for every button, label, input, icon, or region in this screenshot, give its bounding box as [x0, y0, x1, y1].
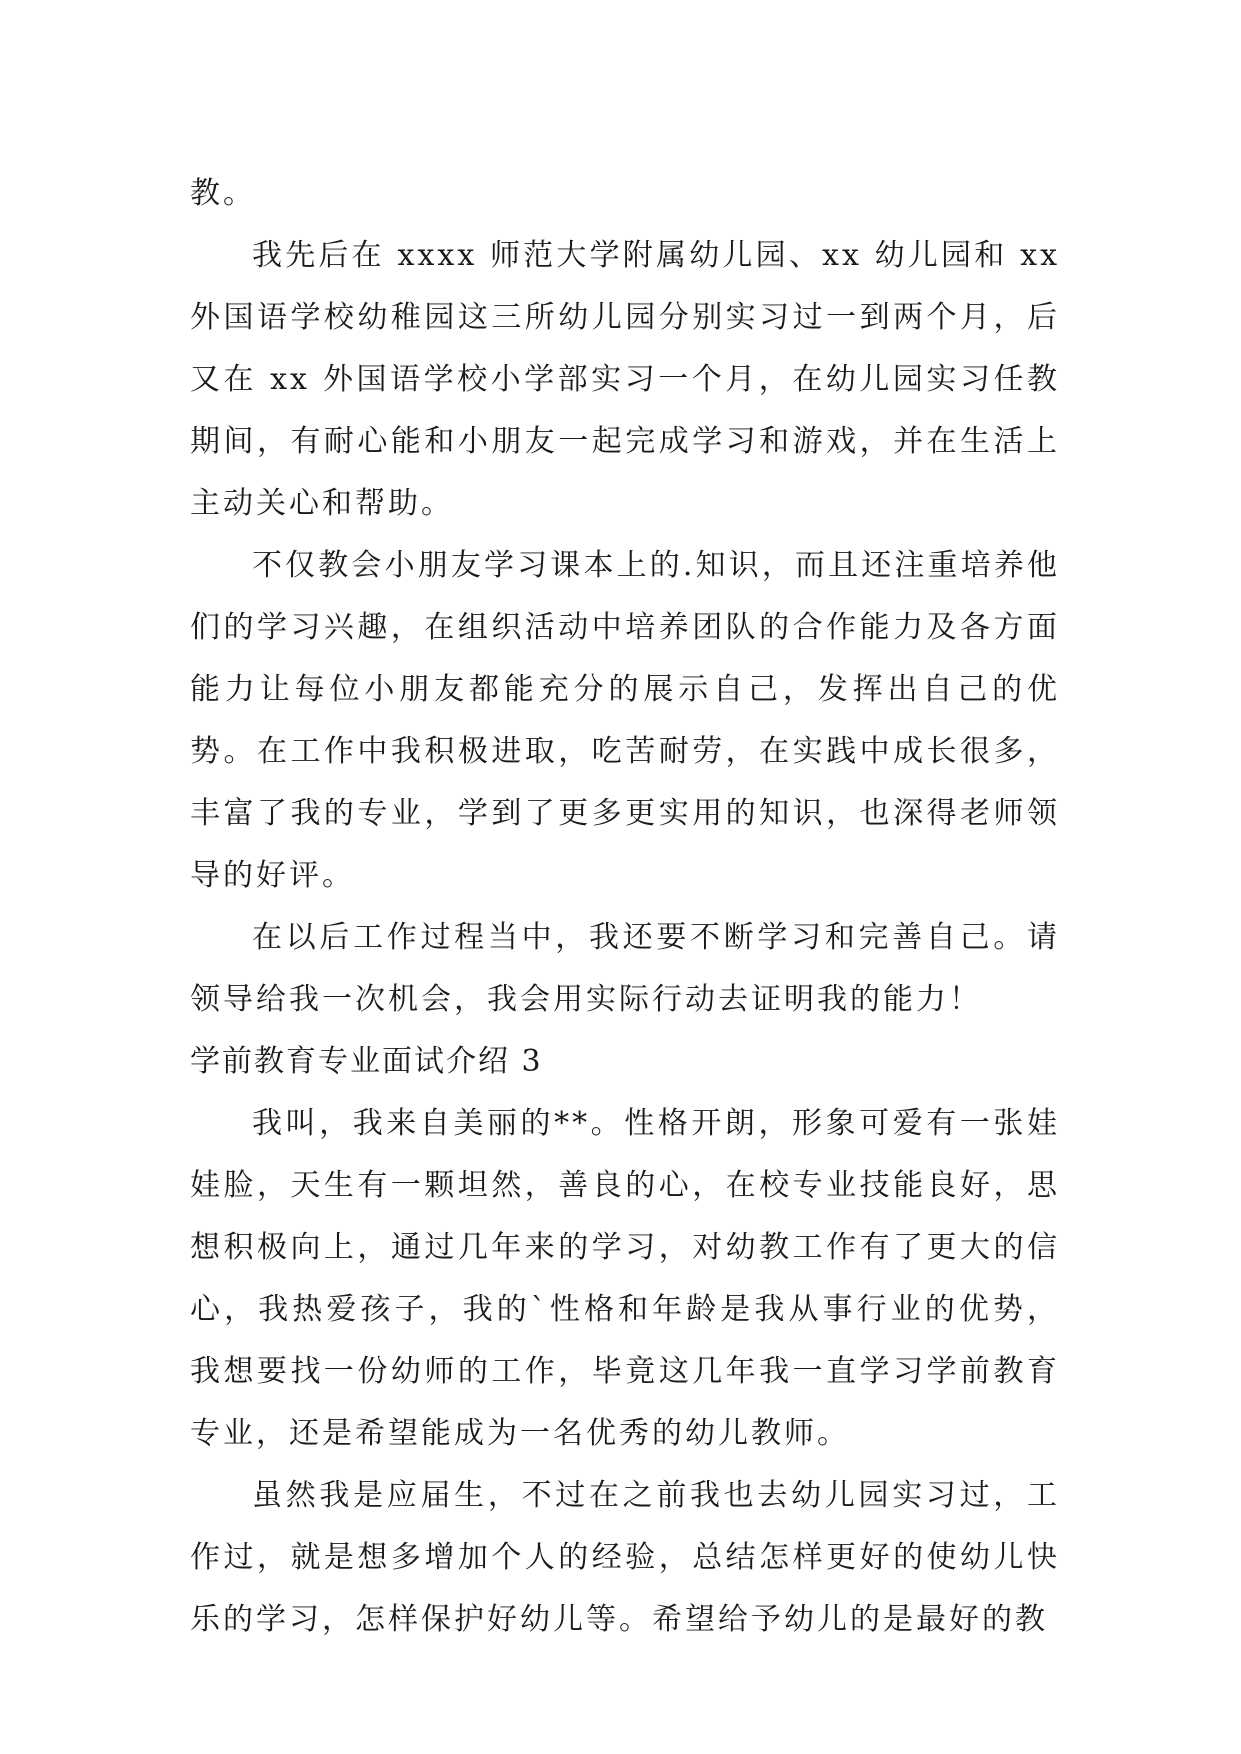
document-body — [190, 163, 1060, 1651]
paragraph-experience: 虽然我是应届生，不过在之前我也去幼儿园实习过，工作过，就是想多增加个人的经验，总结怎样更好的使幼儿快乐的学习，怎样保护好幼儿等。希望给予幼儿的是最好的教 — [190, 1478, 1060, 1637]
paragraph-self-intro: 我叫，我来自美丽的**。性格开朗，形象可爱有一张娃娃脸，天生有一颗坦然，善良的心，在校专业技能良好，思想积极向上，通过几年来的学习，对幼教工作有了更大的信心，我热爱孩子，我的`性格和年龄是我从事行业的优势，我想要找一份幼师的工作，毕竟这几年我一直学习学前教育专业，还是希望能成为一名优秀的幼儿教师。 — [190, 1106, 1060, 1451]
paragraph-continuation: 教。 — [190, 176, 256, 211]
paragraph-teaching: 不仅教会小朋友学习课本上的.知识，而且还注重培养他们的学习兴趣，在组织活动中培养团队的合作能力及各方面能力让每位小朋友都能充分的展示自己，发挥出自己的优势。在工作中我积极进取，吃苦耐劳，在实践中成长很多，丰富了我的专业，学到了更多更实用的知识，也深得老师领导的好评。 — [190, 548, 1060, 893]
paragraph-closing: 在以后工作过程当中，我还要不断学习和完善自己。请领导给我一次机会，我会用实际行动去证明我的能力！ — [190, 920, 1060, 1017]
paragraph-internship: 我先后在 xxxx 师范大学附属幼儿园、xx 幼儿园和 xx 外国语学校幼稚园这三所幼儿园分别实习过一到两个月，后又在 xx 外国语学校小学部实习一个月，在幼儿园实习任教期间，有耐心能和小朋友一起完成学习和游戏，并在生活上主动关心和帮助。 — [190, 238, 1060, 521]
section-heading: 学前教育专业面试介绍 3 — [190, 1044, 543, 1079]
